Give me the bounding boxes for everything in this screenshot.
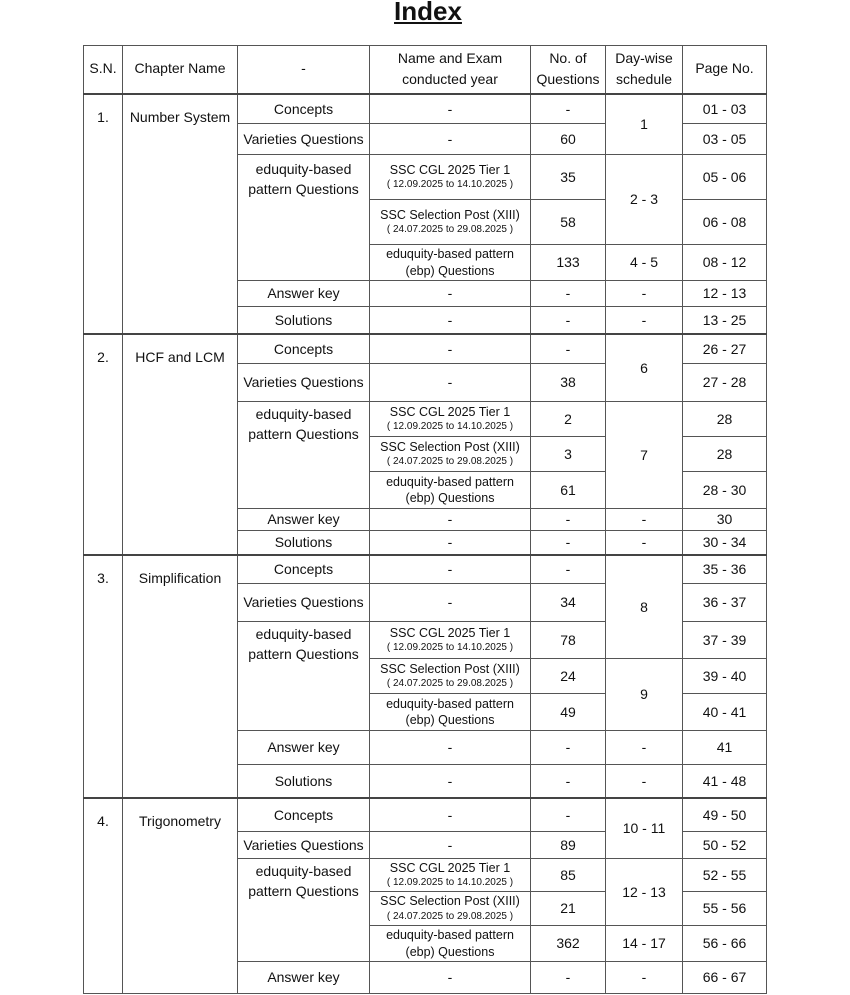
schedule-cell: 4 - 5 [606, 245, 683, 281]
page-cell: 26 - 27 [683, 334, 767, 364]
exam-ebp: eduquity-based pattern (ebp) Questions [370, 694, 531, 731]
schedule-cell: - [606, 765, 683, 798]
exam-cell: - [370, 334, 531, 364]
row-label-concepts: Concepts [238, 334, 370, 364]
row-label-concepts: Concepts [238, 555, 370, 584]
exam-sel-name: SSC Selection Post (XIII) [380, 439, 520, 454]
page-cell: 27 - 28 [683, 364, 767, 402]
row-label-concepts: Concepts [238, 94, 370, 124]
exam-cgl-name: SSC CGL 2025 Tier 1 [389, 162, 511, 177]
questions-cell: - [531, 94, 606, 124]
row-label-answer-key: Answer key [238, 962, 370, 994]
questions-cell: - [531, 765, 606, 798]
exam-sel [370, 200, 531, 245]
exam-cell: - [370, 509, 531, 531]
schedule-cell: 2 - 3 [606, 155, 683, 245]
exam-cell: - [370, 531, 531, 555]
chapter-sn: 2. [84, 334, 123, 555]
chapter-sn: 4. [84, 798, 123, 994]
questions-cell: 2 [531, 402, 606, 437]
exam-cgl-name: SSC CGL 2025 Tier 1 [389, 625, 511, 640]
questions-cell: 133 [531, 245, 606, 281]
questions-cell: - [531, 962, 606, 994]
chapter-sn: 1. [84, 94, 123, 334]
row-label-answer-key: Answer key [238, 731, 370, 765]
page-cell: 28 - 30 [683, 472, 767, 509]
row-label-eduquity: eduquity-based pattern Questions [238, 402, 370, 509]
exam-cell: - [370, 584, 531, 622]
exam-cell: - [370, 832, 531, 859]
page-cell: 55 - 56 [683, 892, 767, 926]
questions-cell: 61 [531, 472, 606, 509]
exam-cell: - [370, 962, 531, 994]
exam-cell: - [370, 765, 531, 798]
schedule-cell: 1 [606, 94, 683, 155]
row-label-varieties: Varieties Questions [238, 124, 370, 155]
exam-cell: - [370, 94, 531, 124]
questions-cell: 362 [531, 926, 606, 962]
questions-cell: - [531, 531, 606, 555]
exam-sel-date: ( 24.07.2025 to 29.08.2025 ) [386, 456, 514, 468]
exam-sel-date: ( 24.07.2025 to 29.08.2025 ) [386, 224, 514, 236]
table-row [84, 334, 767, 364]
row-label-solutions: Solutions [238, 531, 370, 555]
exam-cgl [370, 859, 531, 892]
chapter-name: Trigonometry [123, 798, 238, 994]
page-cell: 30 [683, 509, 767, 531]
exam-sel-date: ( 24.07.2025 to 29.08.2025 ) [386, 910, 514, 922]
page-cell: 66 - 67 [683, 962, 767, 994]
exam-sel-date: ( 24.07.2025 to 29.08.2025 ) [386, 678, 514, 690]
schedule-cell: 7 [606, 402, 683, 509]
exam-cgl-date: ( 12.09.2025 to 14.10.2025 ) [386, 877, 514, 889]
page-cell: 12 - 13 [683, 281, 767, 307]
header-exam: Name and Exam conducted year [370, 46, 531, 94]
schedule-cell: 12 - 13 [606, 859, 683, 926]
questions-cell: 60 [531, 124, 606, 155]
exam-cgl-date: ( 12.09.2025 to 14.10.2025 ) [386, 179, 514, 191]
row-label-varieties: Varieties Questions [238, 584, 370, 622]
schedule-cell: - [606, 962, 683, 994]
questions-cell: 24 [531, 659, 606, 694]
questions-cell: - [531, 281, 606, 307]
exam-cgl-name: SSC CGL 2025 Tier 1 [389, 404, 511, 419]
questions-cell: - [531, 798, 606, 832]
questions-cell: 58 [531, 200, 606, 245]
schedule-cell: 10 - 11 [606, 798, 683, 859]
exam-sel-name: SSC Selection Post (XIII) [380, 661, 520, 676]
header-questions: No. of Questions [531, 46, 606, 94]
exam-sel [370, 437, 531, 472]
questions-cell: 89 [531, 832, 606, 859]
exam-cell: - [370, 124, 531, 155]
page-cell: 41 - 48 [683, 765, 767, 798]
header-row [84, 46, 767, 94]
questions-cell: 38 [531, 364, 606, 402]
row-label-eduquity: eduquity-based pattern Questions [238, 155, 370, 281]
questions-cell: 34 [531, 584, 606, 622]
page-cell: 28 [683, 437, 767, 472]
exam-cell: - [370, 731, 531, 765]
chapter-name: Simplification [123, 555, 238, 798]
questions-cell: 49 [531, 694, 606, 731]
page-cell: 30 - 34 [683, 531, 767, 555]
row-label-solutions: Solutions [238, 765, 370, 798]
page-cell: 05 - 06 [683, 155, 767, 200]
exam-cgl [370, 402, 531, 437]
schedule-cell: 9 [606, 659, 683, 731]
header-chapter: Chapter Name [123, 46, 238, 94]
exam-ebp: eduquity-based pattern (ebp) Questions [370, 926, 531, 962]
page-title: Index [394, 0, 462, 26]
questions-cell: - [531, 555, 606, 584]
schedule-cell: - [606, 531, 683, 555]
row-label-eduquity: eduquity-based pattern Questions [238, 622, 370, 731]
page-cell: 40 - 41 [683, 694, 767, 731]
table-row [84, 94, 767, 124]
schedule-cell: 8 [606, 555, 683, 659]
exam-sel-name: SSC Selection Post (XIII) [380, 894, 520, 909]
page-cell: 36 - 37 [683, 584, 767, 622]
exam-sel-name: SSC Selection Post (XIII) [380, 207, 520, 222]
header-sn: S.N. [84, 46, 123, 94]
page-cell: 08 - 12 [683, 245, 767, 281]
questions-cell: - [531, 731, 606, 765]
row-label-answer-key: Answer key [238, 281, 370, 307]
exam-ebp: eduquity-based pattern (ebp) Questions [370, 472, 531, 509]
exam-cell: - [370, 307, 531, 334]
questions-cell: 3 [531, 437, 606, 472]
questions-cell: 85 [531, 859, 606, 892]
page-cell: 01 - 03 [683, 94, 767, 124]
exam-cgl-name: SSC CGL 2025 Tier 1 [389, 860, 511, 875]
page-cell: 56 - 66 [683, 926, 767, 962]
page-cell: 06 - 08 [683, 200, 767, 245]
chapter-sn: 3. [84, 555, 123, 798]
schedule-cell: - [606, 731, 683, 765]
row-label-varieties: Varieties Questions [238, 832, 370, 859]
row-label-concepts: Concepts [238, 798, 370, 832]
page-cell: 49 - 50 [683, 798, 767, 832]
exam-cgl-date: ( 12.09.2025 to 14.10.2025 ) [386, 642, 514, 654]
page-cell: 35 - 36 [683, 555, 767, 584]
page-cell: 39 - 40 [683, 659, 767, 694]
exam-cell: - [370, 798, 531, 832]
exam-sel [370, 659, 531, 694]
row-label-varieties: Varieties Questions [238, 364, 370, 402]
page-cell: 13 - 25 [683, 307, 767, 334]
exam-cell: - [370, 364, 531, 402]
page-cell: 52 - 55 [683, 859, 767, 892]
exam-sel [370, 892, 531, 926]
questions-cell: 78 [531, 622, 606, 659]
questions-cell: 35 [531, 155, 606, 200]
exam-ebp: eduquity-based pattern (ebp) Questions [370, 245, 531, 281]
page-cell: 50 - 52 [683, 832, 767, 859]
questions-cell: - [531, 334, 606, 364]
schedule-cell: - [606, 509, 683, 531]
questions-cell: - [531, 307, 606, 334]
schedule-cell: - [606, 281, 683, 307]
table-row [84, 798, 767, 832]
header-schedule: Day-wise schedule [606, 46, 683, 94]
schedule-cell: 14 - 17 [606, 926, 683, 962]
chapter-name: HCF and LCM [123, 334, 238, 555]
table-row [84, 555, 767, 584]
chapter-name: Number System [123, 94, 238, 334]
schedule-cell: - [606, 307, 683, 334]
schedule-cell: 6 [606, 334, 683, 402]
exam-cgl [370, 155, 531, 200]
page-cell: 03 - 05 [683, 124, 767, 155]
page-cell: 41 [683, 731, 767, 765]
row-label-solutions: Solutions [238, 307, 370, 334]
index-table [83, 45, 767, 994]
questions-cell: - [531, 509, 606, 531]
row-label-eduquity: eduquity-based pattern Questions [238, 859, 370, 962]
exam-cell: - [370, 281, 531, 307]
page-cell: 37 - 39 [683, 622, 767, 659]
questions-cell: 21 [531, 892, 606, 926]
page-cell: 28 [683, 402, 767, 437]
row-label-answer-key: Answer key [238, 509, 370, 531]
header-dash: - [238, 46, 370, 94]
header-page: Page No. [683, 46, 767, 94]
exam-cgl [370, 622, 531, 659]
exam-cell: - [370, 555, 531, 584]
exam-cgl-date: ( 12.09.2025 to 14.10.2025 ) [386, 421, 514, 433]
